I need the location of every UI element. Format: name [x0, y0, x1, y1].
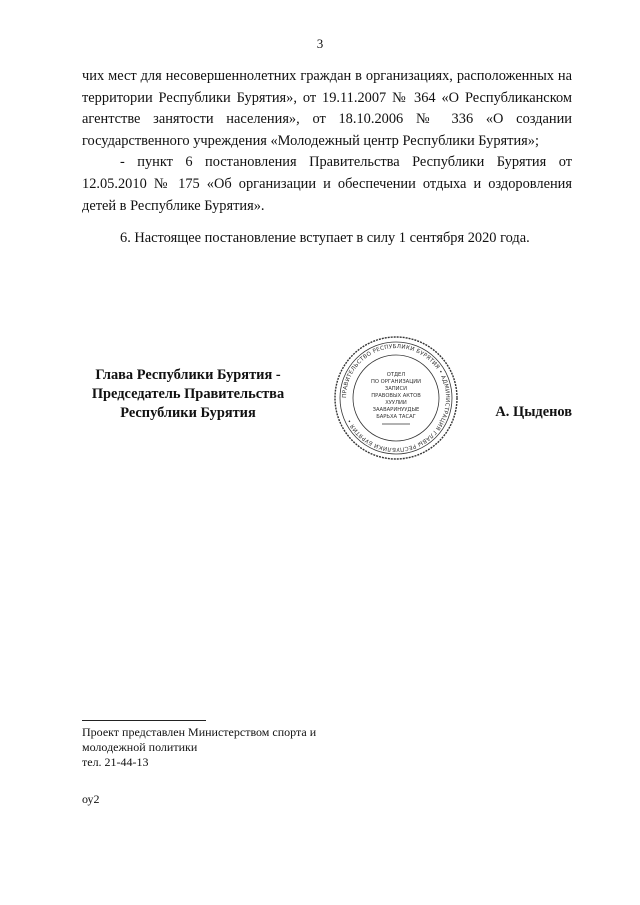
official-seal — [332, 334, 460, 462]
seal-center-line: ПО ОРГАНИЗАЦИИ — [370, 379, 422, 385]
seal-center-line: БАРЬХА ТАСАГ — [376, 414, 416, 420]
document-code: оу2 — [82, 792, 100, 806]
page-number: 3 — [316, 36, 324, 51]
seal-center-line: ЗАПИСИ — [384, 386, 408, 392]
paragraph-spacer — [82, 217, 572, 228]
paragraph-clause-item: - пункт 6 постановления Правительства Республики Бурятия от 12.05.2010 № 175 «Об организации и обеспечении отдыха и оздоровления детей в Республике Бурятия». — [82, 154, 572, 214]
document-body — [82, 66, 572, 250]
footnote-line: молодежной политики — [82, 740, 198, 754]
signer-title-line: Глава Республики Бурятия - — [95, 367, 281, 383]
footnote-line: тел. 21-44-13 — [82, 755, 149, 769]
seal-center-line: ПРАВОВЫХ АКТОВ — [371, 393, 421, 399]
paragraph-effective-date: 6. Настоящее постановление вступает в силу 1 сентября 2020 года. — [120, 230, 530, 247]
footnote-divider — [82, 720, 206, 721]
seal-center-line: ХУУЛИИ — [385, 400, 407, 406]
footnote-line: Проект представлен Министерством спорта и — [82, 725, 317, 739]
seal-center-line: ЗААВАРИНУУДЫЕ — [372, 407, 420, 413]
signer-name: А. Цыденов — [495, 404, 572, 420]
seal-center-line: ОТДЕЛ — [386, 372, 406, 378]
paragraph-continuation: чих мест для несовершеннолетних граждан в организациях, расположенных на территории Республики Бурятия», от 19.11.2007 № 364 «О Республиканском агентстве занятости населения», от 18.10.2006 № 336 «О создании государственного учреждения «Молодежный центр Республики Бурятия»; — [82, 68, 572, 149]
footnote — [82, 725, 316, 770]
seal-ring-textpath: ПРАВИТЕЛЬСТВО РЕСПУБЛИКИ БУРЯТИЯ • АДМИНИСТРАЦИЯ ГЛАВЫ РЕСПУБЛИКИ БУРЯТИЯ • — [341, 343, 451, 453]
signer-title-line: Республики Бурятия — [120, 405, 256, 421]
signer-title — [82, 366, 294, 423]
signer-title-line: Председатель Правительства — [91, 386, 285, 402]
